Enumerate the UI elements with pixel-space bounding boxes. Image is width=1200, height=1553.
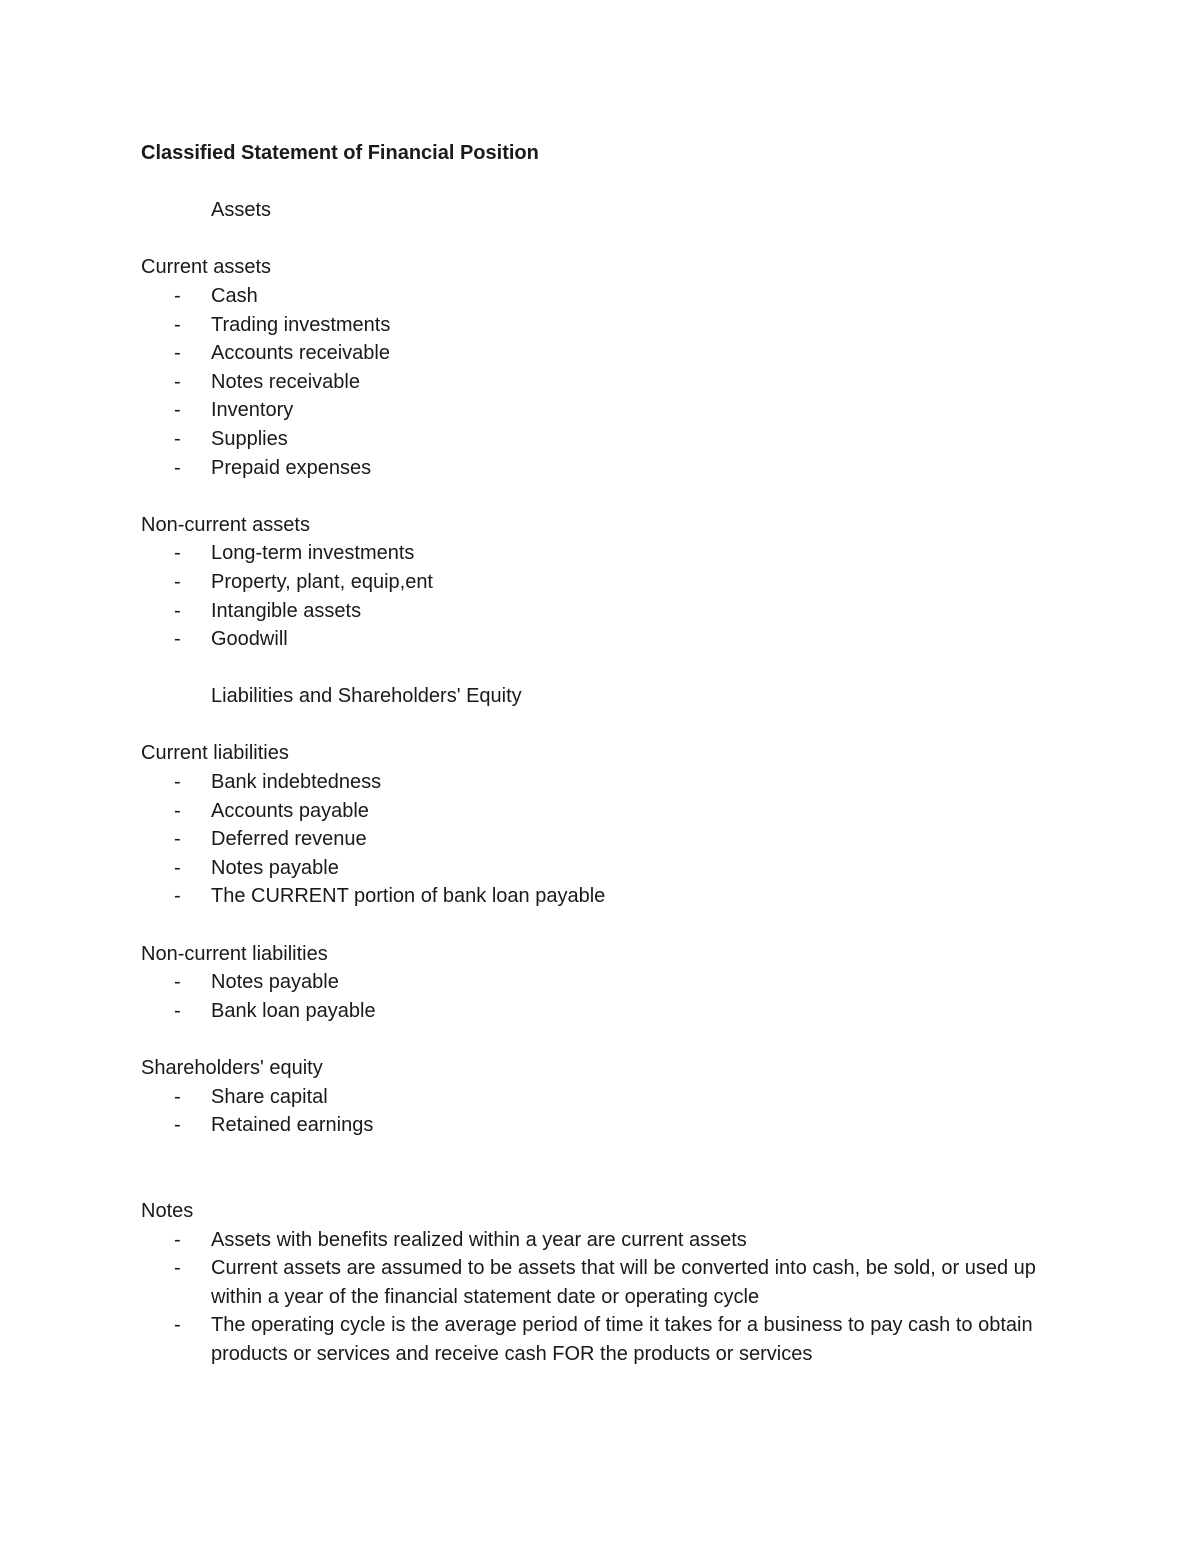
assets-heading: Assets — [211, 199, 272, 222]
dash-bullet: - — [174, 542, 181, 565]
dash-bullet: - — [174, 999, 181, 1022]
shareholders-equity-heading: Shareholders' equity — [141, 1057, 323, 1079]
spacer — [141, 711, 1061, 740]
list-item — [141, 339, 1061, 368]
list-item-text: Intangible assets — [211, 599, 362, 622]
dash-bullet: - — [174, 284, 181, 307]
list-item-text: Supplies — [211, 427, 288, 450]
spacer — [141, 654, 1061, 683]
dash-bullet: - — [174, 1314, 181, 1337]
spacer — [141, 1168, 1061, 1197]
list-item — [141, 311, 1061, 340]
dash-bullet: - — [174, 1257, 181, 1280]
list-item — [141, 568, 1061, 597]
list-item — [141, 539, 1061, 568]
notes-list — [141, 1226, 1061, 1369]
list-item-text: The operating cycle is the average period of time it takes for a business to pay cash to obtain products or services and receive cash FOR the products or services — [211, 1314, 1033, 1365]
non-current-liabilities-list — [141, 968, 1061, 1025]
dash-bullet: - — [174, 1114, 181, 1137]
dash-bullet: - — [174, 628, 181, 651]
non-current-liabilities-heading: Non-current liabilities — [141, 942, 328, 965]
list-item-text: Cash — [211, 284, 258, 307]
dash-bullet: - — [174, 370, 181, 393]
dash-bullet: - — [174, 1085, 181, 1108]
list-item — [141, 597, 1061, 626]
non-current-assets-heading: Non-current assets — [141, 513, 310, 536]
list-item-text: Goodwill — [211, 628, 288, 651]
dash-bullet: - — [174, 313, 181, 336]
liabilities-equity-heading: Liabilities and Shareholders' Equity — [211, 685, 522, 708]
list-item-text: Property, plant, equip,ent — [211, 570, 433, 593]
shareholders-equity-list — [141, 1083, 1061, 1140]
list-item — [141, 1111, 1061, 1140]
spacer — [141, 482, 1061, 511]
dash-bullet: - — [174, 828, 181, 851]
current-assets-heading: Current assets — [141, 256, 272, 279]
list-item — [141, 882, 1061, 911]
list-item-text: Notes receivable — [211, 370, 360, 393]
list-item-text: Accounts receivable — [211, 342, 390, 365]
dash-bullet: - — [174, 771, 181, 794]
list-item — [141, 1254, 1061, 1311]
dash-bullet: - — [174, 342, 181, 365]
list-item — [141, 968, 1061, 997]
list-item — [141, 854, 1061, 883]
dash-bullet: - — [174, 399, 181, 422]
list-item-text: Deferred revenue — [211, 828, 367, 851]
current-assets-list — [141, 282, 1061, 482]
dash-bullet: - — [174, 599, 181, 622]
dash-bullet: - — [174, 456, 181, 479]
current-liabilities-heading: Current liabilities — [141, 742, 289, 765]
notes-heading: Notes — [141, 1199, 194, 1222]
list-item-text: Accounts payable — [211, 799, 369, 822]
list-item-text: Share capital — [211, 1085, 328, 1108]
list-item-text: Notes payable — [211, 971, 339, 994]
list-item-text: Retained earnings — [211, 1114, 374, 1137]
dash-bullet: - — [174, 971, 181, 994]
list-item — [141, 625, 1061, 654]
spacer — [141, 1025, 1061, 1054]
list-item-text: Prepaid expenses — [211, 456, 372, 479]
list-item-text: Notes payable — [211, 856, 339, 879]
spacer — [141, 225, 1061, 254]
spacer — [141, 911, 1061, 940]
list-item — [141, 1226, 1061, 1255]
list-item-text: Assets with benefits realized within a year are current assets — [211, 1228, 747, 1251]
list-item — [141, 768, 1061, 797]
list-item — [141, 1083, 1061, 1112]
list-item — [141, 997, 1061, 1026]
document-title: Classified Statement of Financial Position — [141, 142, 539, 164]
current-liabilities-list — [141, 768, 1061, 911]
list-item — [141, 282, 1061, 311]
dash-bullet: - — [174, 570, 181, 593]
list-item-text: Current assets are assumed to be assets that will be converted into cash, be sold, or used up within a year of the financial statement date or operating cycle — [211, 1257, 1036, 1308]
list-item-text: Bank loan payable — [211, 999, 376, 1022]
dash-bullet: - — [174, 427, 181, 450]
list-item — [141, 396, 1061, 425]
dash-bullet: - — [174, 1228, 181, 1251]
spacer — [141, 1140, 1061, 1169]
dash-bullet: - — [174, 885, 181, 908]
list-item-text: The CURRENT portion of bank loan payable — [211, 885, 606, 908]
dash-bullet: - — [174, 856, 181, 879]
list-item-text: Bank indebtedness — [211, 771, 382, 794]
list-item — [141, 368, 1061, 397]
list-item-text: Long-term investments — [211, 542, 415, 565]
list-item — [141, 454, 1061, 483]
document-content — [141, 139, 1061, 1369]
list-item — [141, 797, 1061, 826]
dash-bullet: - — [174, 799, 181, 822]
list-item-text: Trading investments — [211, 313, 391, 336]
list-item — [141, 425, 1061, 454]
list-item-text: Inventory — [211, 399, 294, 422]
list-item — [141, 825, 1061, 854]
non-current-assets-list — [141, 539, 1061, 653]
spacer — [141, 168, 1061, 197]
list-item — [141, 1311, 1061, 1368]
